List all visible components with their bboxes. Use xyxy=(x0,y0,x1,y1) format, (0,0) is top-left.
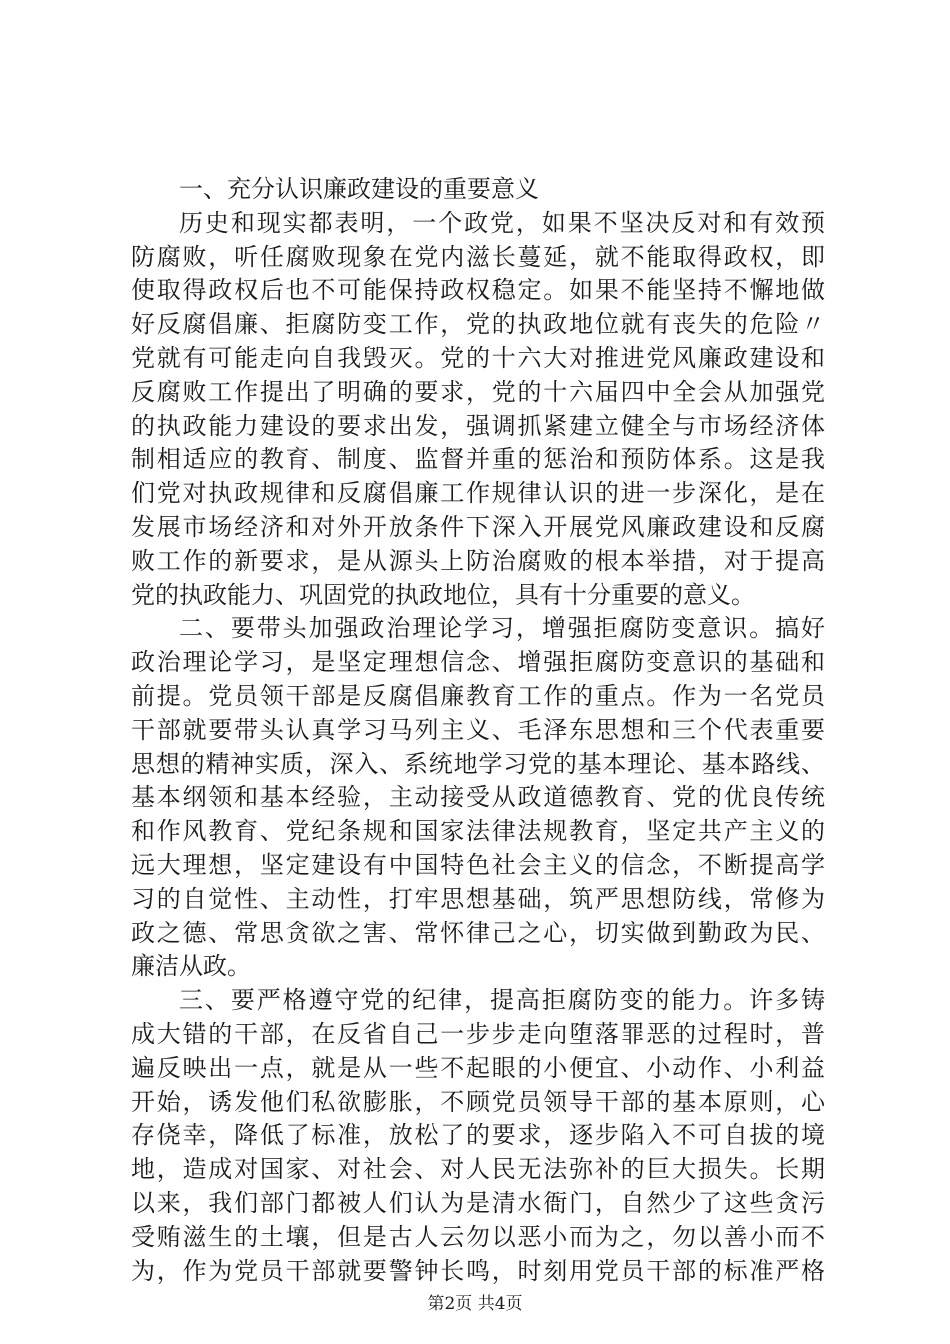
text-line: 存侥幸，降低了标准，放松了的要求，逐步陷入不可自拔的境 xyxy=(131,1121,825,1150)
text-line: 成大错的干部，在反省自己一步步走向堕落罪恶的过程时，普 xyxy=(131,1019,825,1048)
text-line: 一、充分认识廉政建设的重要意义 xyxy=(179,175,539,203)
text-line: 政治理论学习，是坚定理想信念、增强拒腐防变意识的基础和 xyxy=(131,648,825,677)
text-line: 开始，诱发他们私欲膨胀，不顾党员领导干部的基本原则，心 xyxy=(131,1087,825,1116)
text-line: 党的执政能力、巩固党的执政地位，具有十分重要的意义。 xyxy=(131,580,755,609)
text-line: 习的自觉性、主动性，打牢思想基础，筑严思想防线，常修为 xyxy=(131,884,825,913)
text-line: 基本纲领和基本经验，主动接受从政道德教育、党的优良传统 xyxy=(131,783,825,812)
text-line: 思想的精神实质，深入、系统地学习党的基本理论、基本路线、 xyxy=(131,749,825,778)
text-line: 远大理想，坚定建设有中国特色社会主义的信念，不断提高学 xyxy=(131,850,825,879)
text-line: 遍反映出一点，就是从一些不起眼的小便宜、小动作、小利益 xyxy=(131,1053,825,1082)
text-line: 二、要带头加强政治理论学习，增强拒腐防变意识。搞好 xyxy=(179,614,825,643)
text-line: 和作风教育、党纪条规和国家法律法规教育，坚定共产主义的 xyxy=(131,817,825,846)
text-line: 制相适应的教育、制度、监督并重的惩治和预防体系。这是我 xyxy=(131,445,825,474)
text-line: 败工作的新要求，是从源头上防治腐败的根本举措，对于提高 xyxy=(131,546,825,575)
text-line: 的执政能力建设的要求出发，强调抓紧建立健全与市场经济体 xyxy=(131,411,825,440)
page-footer: 第2页 共4页 xyxy=(427,1294,523,1314)
text-line: 反腐败工作提出了明确的要求，党的十六届四中全会从加强党 xyxy=(131,377,825,406)
text-line: 地，造成对国家、对社会、对人民无法弥补的巨大损失。长期 xyxy=(131,1155,825,1184)
text-line: 以来，我们部门都被人们认为是清水衙门，自然少了这些贪污 xyxy=(131,1188,825,1217)
text-line: 三、要严格遵守党的纪律，提高拒腐防变的能力。许多铸 xyxy=(179,986,825,1015)
text-line: 政之德、常思贪欲之害、常怀律己之心，切实做到勤政为民、 xyxy=(131,918,825,947)
text-line: 们党对执政规律和反腐倡廉工作规律认识的进一步深化，是在 xyxy=(131,479,825,508)
text-line: 好反腐倡廉、拒腐防变工作，党的执政地位就有丧失的危险〃 xyxy=(131,310,825,339)
text-line: 干部就要带头认真学习马列主义、毛泽东思想和三个代表重要 xyxy=(131,715,825,744)
text-line: 历史和现实都表明，一个政党，如果不坚决反对和有效预 xyxy=(179,208,825,237)
text-line: 受贿滋生的土壤，但是古人云勿以恶小而为之，勿以善小而不 xyxy=(131,1222,825,1251)
text-line: 为，作为党员干部就要警钟长鸣，时刻用党员干部的标准严格 xyxy=(131,1256,825,1285)
text-line: 防腐败，听任腐败现象在党内滋长蔓延，就不能取得政权，即 xyxy=(131,242,825,271)
text-line: 使取得政权后也不可能保持政权稳定。如果不能坚持不懈地做 xyxy=(131,276,825,305)
text-line: 党就有可能走向自我毁灭。党的十六大对推进党风廉政建设和 xyxy=(131,343,825,372)
text-line: 发展市场经济和对外开放条件下深入开展党风廉政建设和反腐 xyxy=(131,512,825,541)
text-line: 廉洁从政。 xyxy=(131,952,251,981)
document-body xyxy=(131,173,825,1288)
text-line: 前提。党员领干部是反腐倡廉教育工作的重点。作为一名党员 xyxy=(131,681,825,710)
